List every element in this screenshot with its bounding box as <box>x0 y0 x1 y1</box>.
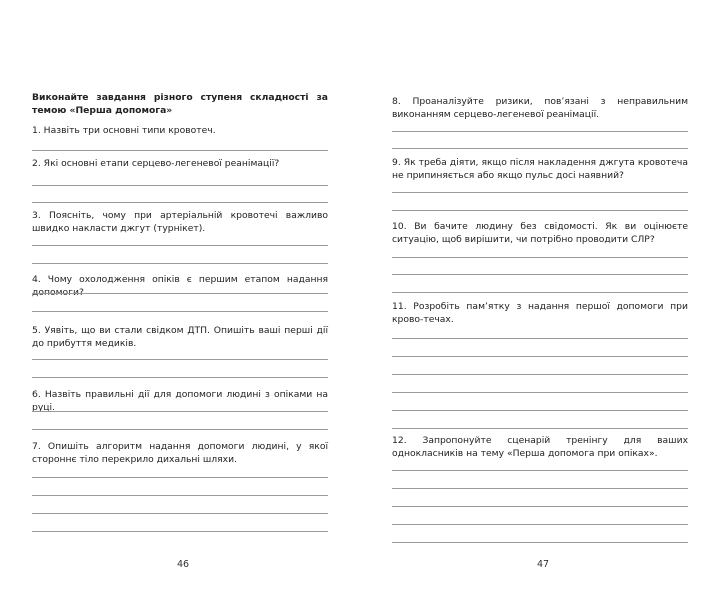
page-number: 46 <box>176 559 190 570</box>
answer-line[interactable] <box>392 542 688 543</box>
answer-line[interactable] <box>32 150 328 151</box>
assignment-heading: Виконайте завдання різного ступеня складності за темою «Перша допомога» <box>32 92 328 116</box>
answer-line[interactable] <box>32 411 328 412</box>
task-10: 10. Ви бачите людину без свідомості. Як ви оцінюєте ситуацію, щоб вирішити, чи потрібно проводити СЛР? <box>392 221 688 245</box>
task-3: 3. Поясніть, чому при артеріальній кровотечі важливо швидко накласти джгут (турнікет). <box>32 210 328 234</box>
answer-line[interactable] <box>392 210 688 211</box>
task-6: 6. Назвіть правильні дії для допомоги людині з опіками на руці. <box>32 389 328 413</box>
task-2: 2. Які основні етапи серцево-легеневої реанімації? <box>32 158 280 169</box>
answer-line[interactable] <box>392 338 688 339</box>
answer-line[interactable] <box>392 292 688 293</box>
answer-line[interactable] <box>32 263 328 264</box>
task-7: 7. Опишіть алгоритм надання допомоги людині, у якої стороннє тіло перекрило дихальні шляхи. <box>32 441 328 465</box>
answer-line[interactable] <box>32 202 328 203</box>
left-page-content <box>32 92 328 542</box>
answer-line[interactable] <box>392 506 688 507</box>
answer-line[interactable] <box>32 513 328 514</box>
answer-line[interactable] <box>392 257 688 258</box>
task-9: 9. Як треба діяти, якщо після накладення джгута кровотеча не припиняється або якщо пульс досі наявний? <box>392 157 688 181</box>
answer-line[interactable] <box>32 185 328 186</box>
answer-line[interactable] <box>32 429 328 430</box>
task-1: 1. Назвіть три основні типи кровотеч. <box>32 125 216 136</box>
answer-line[interactable] <box>392 488 688 489</box>
answer-line[interactable] <box>392 148 688 149</box>
answer-line[interactable] <box>32 245 328 246</box>
task-4: 4. Чому охолодження опіків є першим етапом надання допомоги? <box>32 274 328 298</box>
answer-line[interactable] <box>392 524 688 525</box>
answer-line[interactable] <box>392 410 688 411</box>
answer-line[interactable] <box>32 377 328 378</box>
answer-line[interactable] <box>392 374 688 375</box>
answer-line[interactable] <box>392 392 688 393</box>
answer-line[interactable] <box>392 428 688 429</box>
page-number: 47 <box>536 559 550 570</box>
answer-line[interactable] <box>32 359 328 360</box>
answer-line[interactable] <box>392 274 688 275</box>
answer-line[interactable] <box>392 470 688 471</box>
answer-line[interactable] <box>392 192 688 193</box>
right-page <box>360 0 720 600</box>
right-page-content <box>392 96 688 546</box>
answer-line[interactable] <box>32 477 328 478</box>
task-12: 12. Запропонуйте сценарій тренінгу для ваших однокласників на тему «Перша допомога при опіках». <box>392 435 688 459</box>
answer-line[interactable] <box>392 131 688 132</box>
answer-line[interactable] <box>32 293 328 294</box>
task-8: 8. Проаналізуйте ризики, пов’язані з неправильним виконанням серцево-легеневої реанімації. <box>392 96 688 120</box>
task-11: 11. Розробіть пам’ятку з надання першої допомоги при крово-течах. <box>392 301 688 325</box>
answer-line[interactable] <box>32 495 328 496</box>
answer-line[interactable] <box>32 531 328 532</box>
answer-line[interactable] <box>32 311 328 312</box>
answer-line[interactable] <box>392 356 688 357</box>
task-5: 5. Уявіть, що ви стали свідком ДТП. Опишіть ваші перші дії до прибуття медиків. <box>32 325 328 349</box>
